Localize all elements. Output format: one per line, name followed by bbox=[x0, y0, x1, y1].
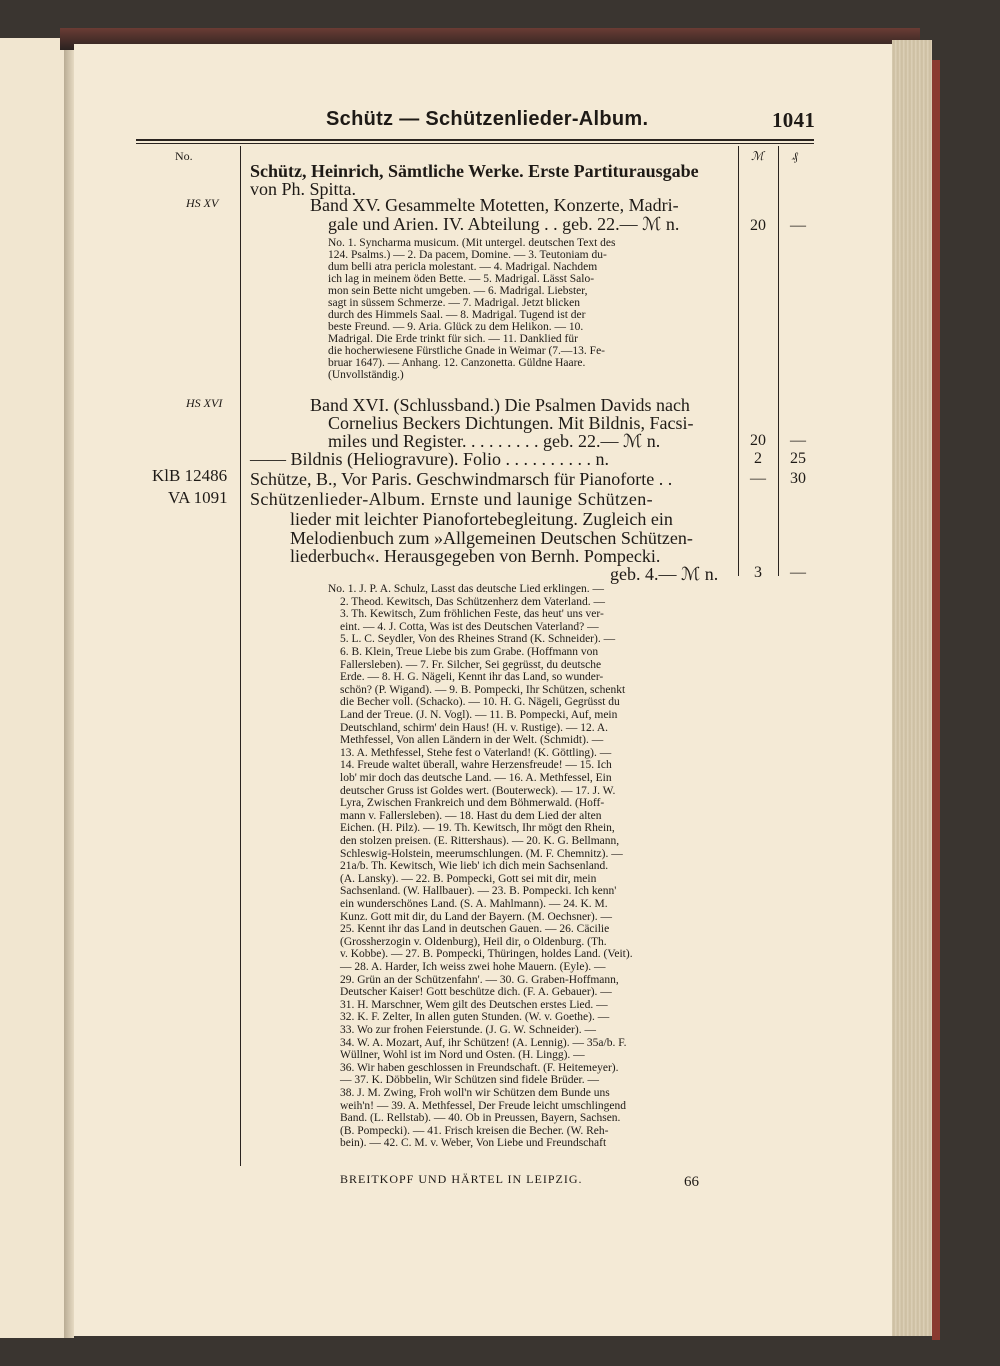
album-contents-line: Band. (L. Rellstab). — 40. Ob in Preussen, Bayern, Sachsen. bbox=[340, 1112, 621, 1125]
album-contents-line: 31. H. Marschner, Wem gilt des Deutschen erstes Lied. — bbox=[340, 998, 608, 1011]
entry-line: —— Bildnis (Heliogravure). Folio . . . . . . . . . . n. bbox=[250, 449, 609, 469]
header-rule-thin bbox=[136, 143, 814, 144]
album-contents-line: 2. Theod. Kewitsch, Das Schützenherz dem Vaterland. — bbox=[340, 595, 605, 608]
sheet-number: 66 bbox=[684, 1174, 699, 1190]
album-contents-line: die Becher voll. (Schacko). — 10. H. G. Nägeli, Gegrüsst du bbox=[340, 696, 620, 709]
contents-line: ich lag in meinem öden Bette. — 5. Madrigal. Lässt Salo- bbox=[328, 273, 595, 285]
page-number: 1041 bbox=[772, 108, 816, 132]
price-pfennig: — bbox=[790, 564, 806, 581]
column-header-no: No. bbox=[175, 149, 193, 163]
album-contents-line: 25. Kennt ihr das Land in deutschen Gauen. — 26. Cäcilie bbox=[340, 923, 610, 936]
price-mark: — bbox=[750, 470, 766, 487]
album-contents-line: 14. Freude waltet überall, wahre Herzensfreude! — 15. Ich bbox=[340, 759, 612, 772]
entry-line: gale und Arien. IV. Abteilung . . geb. 22.— ℳ n. bbox=[328, 214, 680, 234]
facing-page bbox=[0, 38, 64, 1338]
contents-line: mon sein Bette nicht umgeben. — 6. Madrigal. Liebster, bbox=[328, 285, 588, 297]
running-header-title: Schütz — Schützenlieder-Album. bbox=[326, 108, 649, 130]
album-contents-line: 13. A. Methfessel, Stehe fest o Vaterland! (K. Göttling). — bbox=[340, 746, 612, 759]
album-contents-line: Deutscher Kaiser! Gott beschütze dich. (F. A. Gebauer). — bbox=[340, 986, 612, 999]
column-header-pfennig: ₰ bbox=[792, 149, 798, 163]
album-contents-line: ein wunderschönes Land. (S. A. Mahlmann). — 24. K. M. bbox=[340, 898, 608, 910]
signature-va: VA 1091 bbox=[168, 488, 228, 507]
entry-line: liederbuch«. Herausgegeben von Bernh. Pompecki. bbox=[290, 546, 661, 566]
album-contents-line: Schleswig-Holstein, meerumschlungen. (M. F. Chemnitz). — bbox=[340, 847, 623, 860]
album-contents-line: Sachsenland. (W. Hallbauer). — 23. B. Pompecki. Ich kenn' bbox=[340, 885, 617, 898]
entry-line: lieder mit leichter Pianofortebegleitung. Zugleich ein bbox=[290, 509, 673, 529]
entry-line: Melodienbuch zum »Allgemeinen Deutschen Schützen- bbox=[290, 528, 693, 548]
price-pfennig: 30 bbox=[790, 470, 806, 487]
signature-klb: KlB 12486 bbox=[152, 466, 228, 485]
publisher-footer: BREITKOPF UND HÄRTEL IN LEIPZIG. bbox=[340, 1172, 583, 1186]
contents-line: dum belli atra pericla molestant. — 4. Madrigal. Nachdem bbox=[328, 261, 598, 273]
contents-line: 124. Psalms.) — 2. Da pacem, Domine. — 3. Teutoniam du- bbox=[328, 249, 607, 261]
album-contents-line: (A. Lansky). — 22. B. Pompecki, Gott sei mit dir, mein bbox=[340, 872, 597, 885]
album-contents-line: 5. L. C. Seydler, Von des Rheines Strand (K. Schneider). — bbox=[340, 633, 616, 646]
price-mark: 3 bbox=[754, 564, 762, 581]
entry-line: von Ph. Spitta. bbox=[250, 179, 357, 199]
album-contents-line: Erde. — 8. H. G. Nägeli, Kennt ihr das Land, so wunder- bbox=[340, 671, 604, 684]
entry-line: Schütz, Heinrich, Sämtliche Werke. Erste Partiturausgabe bbox=[250, 161, 699, 181]
book-cover-edge bbox=[932, 60, 940, 1340]
album-contents-line: Deutschland, schirm' dein Haus! (H. v. Rustige). — 12. A. bbox=[340, 721, 609, 734]
album-contents-line: Land der Treue. (J. N. Vogl). — 11. B. Pompecki, Auf, mein bbox=[340, 709, 618, 721]
contents-line: No. 1. Syncharma musicum. (Mit untergel. deutschen Text des bbox=[328, 237, 616, 249]
signature-hs-xv: HS XV bbox=[186, 196, 219, 210]
album-contents-line: 34. W. A. Mozart, Auf, ihr Schützen! (A. Lennig). — 35a/b. F. bbox=[340, 1036, 627, 1049]
album-contents-line: schön? (P. Wigand). — 9. B. Pompecki, Ihr Schützen, schenkt bbox=[340, 683, 626, 696]
contents-line: beste Freund. — 9. Aria. Glück zu dem Helikon. — 10. bbox=[328, 321, 584, 333]
book-gutter bbox=[64, 38, 74, 1338]
contents-line: die hocherwiesene Fürstliche Gnade in Weimar (7.—13. Fe- bbox=[328, 345, 606, 357]
album-contents-line: 6. B. Klein, Treue Liebe bis zum Grabe. (Hoffmann von bbox=[340, 646, 599, 658]
album-contents-line: 33. Wo zur frohen Feierstunde. (J. G. W. Schneider). — bbox=[340, 1024, 596, 1036]
contents-line: bruar 1647). — Anhang. 12. Canzonetta. Güldne Haare. bbox=[328, 357, 586, 369]
album-contents-line: 3. Th. Kewitsch, Zum fröhlichen Feste, das heut' uns ver- bbox=[340, 608, 604, 621]
entry-line: Schütze, B., Vor Paris. Geschwindmarsch für Pianoforte . . bbox=[250, 469, 673, 489]
entry-line: Band XVI. (Schlussband.) Die Psalmen Davids nach bbox=[310, 395, 690, 415]
album-contents-line: 21a/b. Th. Kewitsch, Wie lieb' ich dich mein Sachsenland. bbox=[340, 860, 609, 873]
entry-line: Cornelius Beckers Dichtungen. Mit Bildnis, Facsi- bbox=[328, 413, 694, 433]
album-contents-line: — 37. K. Döbbelin, Wir Schützen sind fidele Brüder. — bbox=[340, 1074, 599, 1087]
album-contents-line: Fallersleben). — 7. Fr. Silcher, Sei gegrüsst, du deutsche bbox=[340, 658, 602, 671]
price-pfennig: — bbox=[790, 217, 806, 234]
price-mark: 2 bbox=[754, 450, 762, 467]
album-contents-line: 29. Grün an der Schützenfahn'. — 30. G. Graben-Hoffmann, bbox=[340, 973, 619, 986]
album-contents-line: 32. K. F. Zelter, In allen guten Stunden. (W. v. Goethe). — bbox=[340, 1011, 610, 1024]
contents-line: (Unvollständig.) bbox=[328, 369, 404, 381]
price-pfennig: — bbox=[790, 432, 806, 449]
album-contents-line: No. 1. J. P. A. Schulz, Lasst das deutsche Lied erklingen. — bbox=[328, 583, 604, 595]
album-contents-line: bein). — 42. C. M. v. Weber, Von Liebe und Freundschaft bbox=[340, 1137, 607, 1150]
column-header-mark: ℳ bbox=[751, 149, 764, 163]
entry-line: Band XV. Gesammelte Motetten, Konzerte, Madri- bbox=[310, 195, 679, 215]
column-divider-signature bbox=[240, 146, 241, 1166]
header-rule bbox=[136, 139, 814, 141]
entry-line: miles und Register. . . . . . . . . geb. 22.— ℳ n. bbox=[328, 431, 661, 451]
price-mark: 20 bbox=[750, 217, 766, 234]
album-contents-line: 36. Wir haben geschlossen in Freundschaft. (F. Heitemeyer). bbox=[340, 1061, 619, 1074]
signature-hs-xvi: HS XVI bbox=[186, 396, 223, 410]
column-divider-mark bbox=[738, 146, 739, 576]
album-contents-line: weih'n! — 39. A. Methfessel, Der Freude leicht umschlingend bbox=[340, 1099, 626, 1112]
album-contents-line: (B. Pompecki). — 41. Frisch kreisen die Becher. (W. Reh- bbox=[340, 1124, 609, 1137]
album-contents-line: eint. — 4. J. Cotta, Was ist des Deutschen Vaterland? — bbox=[340, 620, 599, 633]
album-contents-line: deutscher Gruss ist Goldes wert. (Bouterweck). — 17. J. W. bbox=[340, 784, 616, 797]
album-contents-line: lob' mir doch das deutsche Land. — 16. A. Methfessel, Ein bbox=[340, 772, 612, 784]
album-contents-line: Wüllner, Wohl ist im Nord und Osten. (H. Lingg). — bbox=[340, 1049, 585, 1062]
contents-line: sagt in süssem Schmerze. — 7. Madrigal. Jetzt blicken bbox=[328, 297, 580, 309]
contents-line: Madrigal. Die Erde trinkt für sich. — 11. Danklied für bbox=[328, 333, 578, 345]
album-contents-line: Methfessel, Von allen Ländern in der Welt. (Schmidt). — bbox=[340, 734, 604, 747]
album-contents-line: — 28. A. Harder, Ich weiss zwei hohe Mauern. (Eyle). — bbox=[340, 961, 606, 973]
page-edges bbox=[892, 40, 932, 1336]
price-mark: 20 bbox=[750, 432, 766, 449]
album-contents-line: Lyra, Zwischen Frankreich und dem Böhmerwald. (Hoff- bbox=[340, 797, 605, 810]
column-divider-pfennig bbox=[778, 146, 779, 576]
album-contents-line: Kunz. Gott mit dir, du Land der Bayern. (M. Oechsner). — bbox=[340, 910, 612, 923]
entry-line: Schützenlieder-Album. Ernste und launige Schützen- bbox=[250, 489, 654, 509]
album-contents-line: v. Kobbe). — 27. B. Pompecki, Thüringen, holdes Land. (Veit). bbox=[340, 948, 633, 961]
album-contents-line: Eichen. (H. Pilz). — 19. Th. Kewitsch, Ihr mögt den Rhein, bbox=[340, 822, 615, 835]
price-pfennig: 25 bbox=[790, 450, 806, 467]
album-contents-line: mann v. Fallersleben). — 18. Hast du dem Lied der alten bbox=[340, 809, 602, 822]
album-contents-line: 38. J. M. Zwing, Froh woll'n wir Schützen dem Bunde uns bbox=[340, 1087, 610, 1099]
album-contents-line: (Grossherzogin v. Oldenburg), Heil dir, o Oldenburg. (Th. bbox=[340, 935, 607, 948]
contents-line: durch des Himmels Saal. — 8. Madrigal. Tugend ist der bbox=[328, 309, 586, 321]
album-contents-line: den stolzen preisen. (E. Rittershaus). — 20. K. G. Bellmann, bbox=[340, 835, 620, 847]
entry-line: geb. 4.— ℳ n. bbox=[610, 564, 719, 584]
